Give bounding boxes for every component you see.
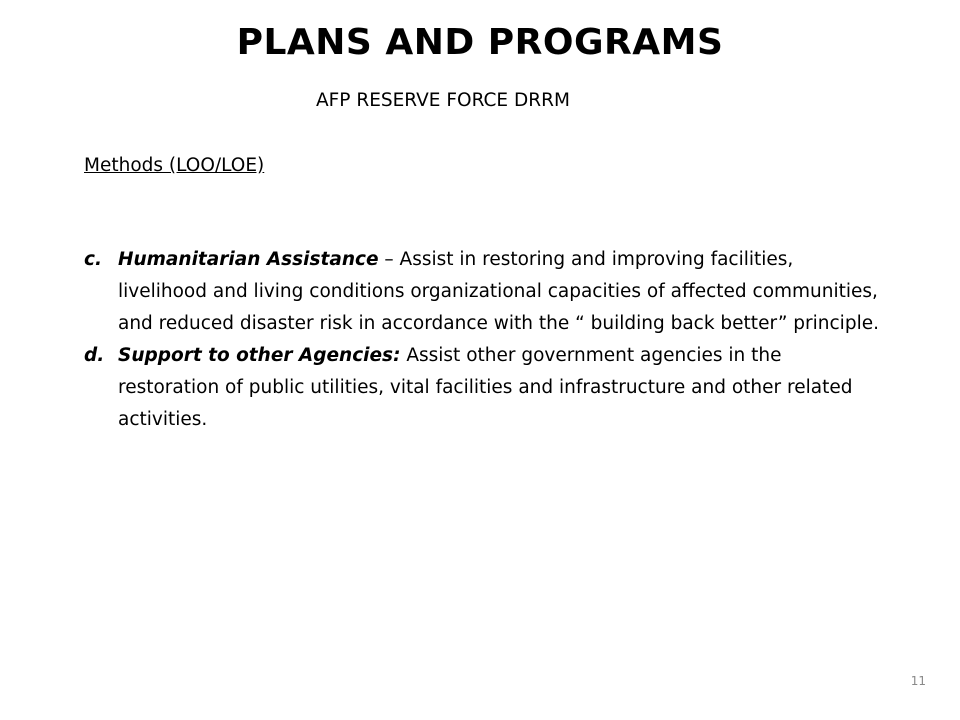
- list-item-text: Assist other government agencies in the restoration of public utilities, vital facilities and infrastructure and other related activities.: [118, 345, 853, 430]
- list-item-lead: Support to other Agencies:: [118, 345, 401, 366]
- slide-subtitle: AFP RESERVE FORCE DRRM: [316, 90, 570, 111]
- slide-title: PLANS AND PROGRAMS: [236, 22, 724, 63]
- section-heading: Methods (LOO/LOE): [84, 155, 265, 176]
- list-item-text: – Assist in restoring and improving facilities, livelihood and living conditions organizational capacities of affected communities, and reduced disaster risk in accordance with the “ building back better” principle.: [118, 249, 879, 334]
- list-item-lead: Humanitarian Assistance: [118, 249, 379, 270]
- list-item: [84, 340, 884, 436]
- list-item-body: [118, 244, 884, 340]
- list-item: [84, 244, 884, 340]
- list-item-marker: d.: [84, 345, 105, 366]
- methods-list: [84, 244, 884, 436]
- list-item-marker: c.: [84, 249, 102, 270]
- page-number: 11: [910, 674, 926, 688]
- list-item-body: [118, 340, 884, 436]
